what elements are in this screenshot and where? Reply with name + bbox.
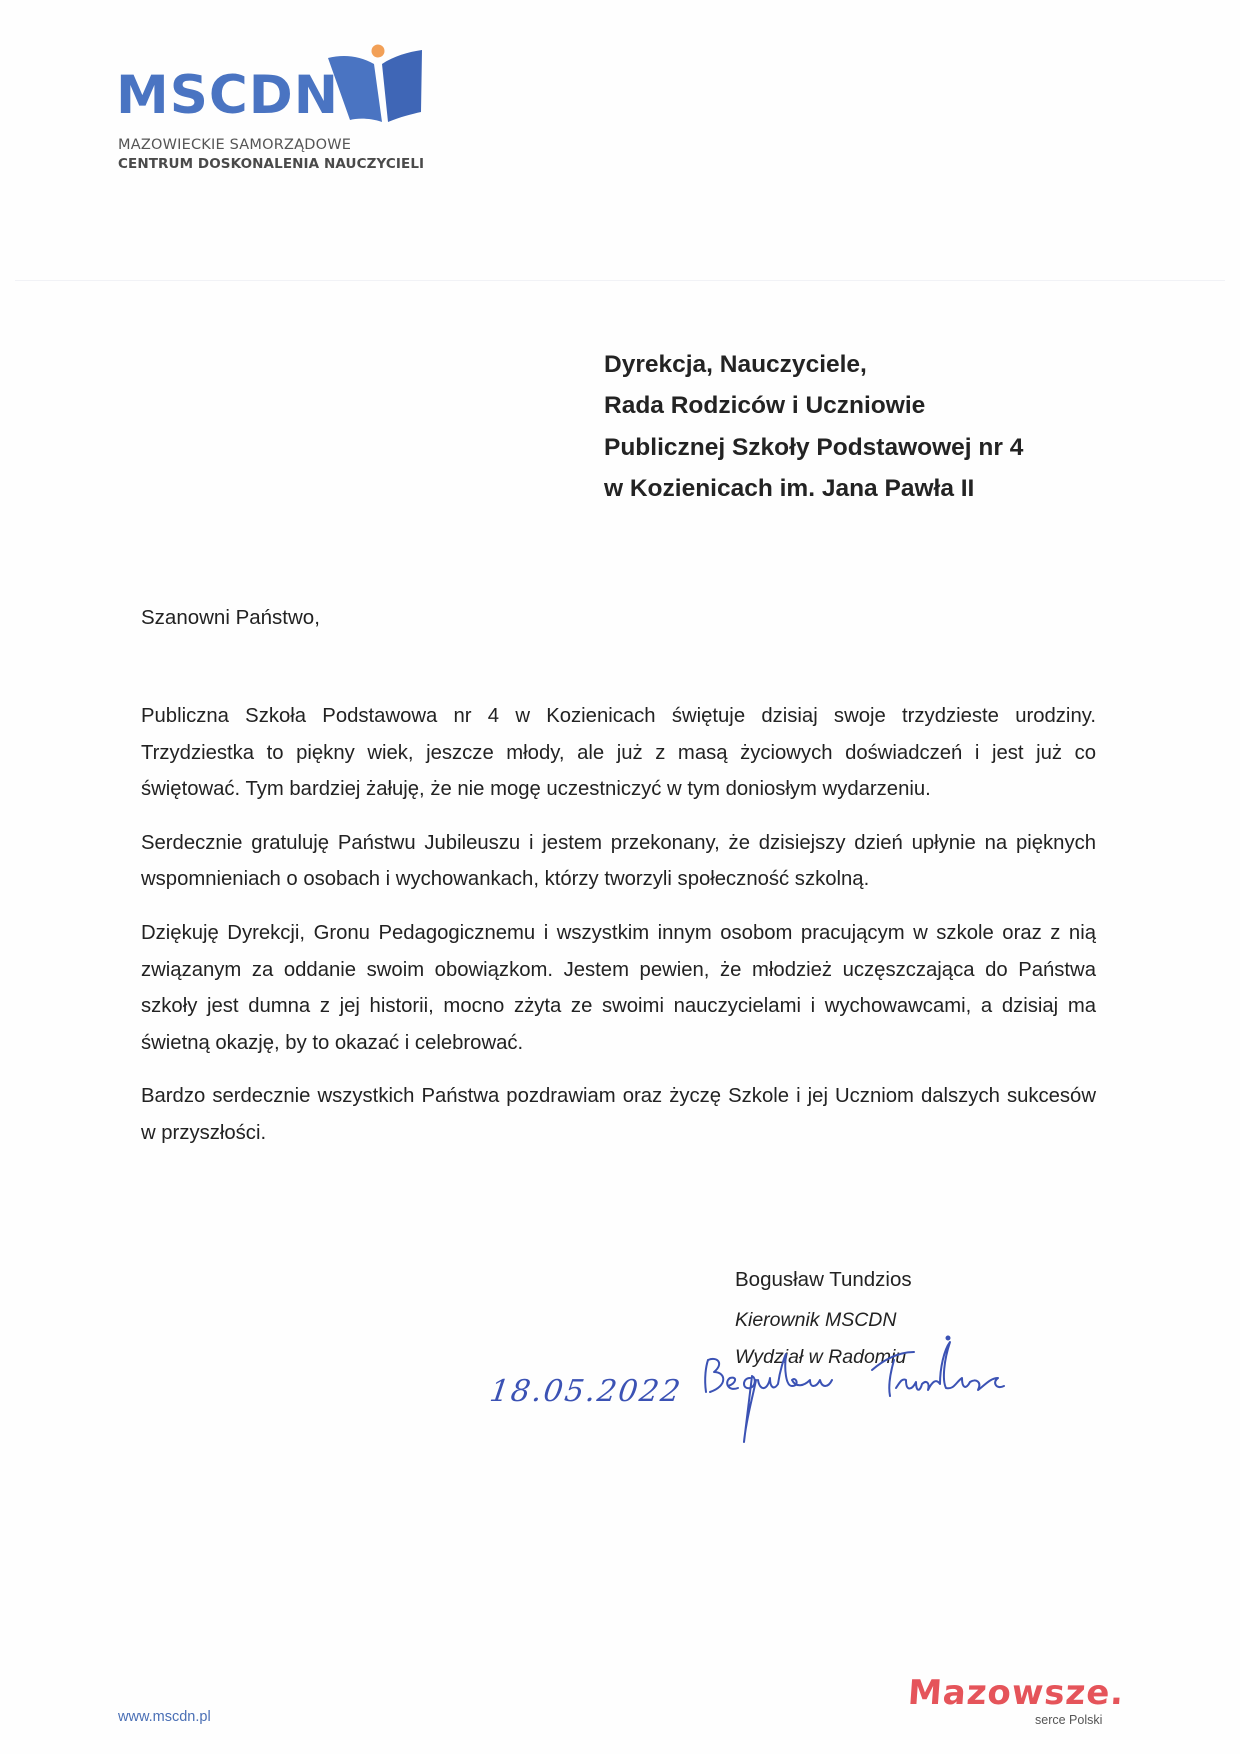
letter-body: [141, 698, 1096, 1169]
signatory-department: Wydział w Radomiu: [735, 1346, 907, 1368]
mazowsze-logo: Mazowsze.: [906, 1673, 1126, 1713]
website-link[interactable]: www.mscdn.pl: [118, 1709, 211, 1725]
open-book-icon: [326, 42, 424, 124]
logo-subtitle-line1: MAZOWIECKIE SAMORZĄDOWE: [118, 137, 352, 153]
recipient-line: Rada Rodziców i Uczniowie: [604, 392, 926, 420]
book-right-page: [382, 50, 422, 122]
paragraph: Dziękuję Dyrekcji, Gronu Pedagogicznemu i wszystkim innym osobom pracującym w szkole oraz z nią związanym za oddanie swoim obowiązkom. Jestem pewien, że młodzież uczęszczająca do Państwa szkoły jest dumna z jej historii, mocno zżyta ze swoimi nauczycielami i wychowawcami, a dzisiaj ma świetną okazję, by to okazać i celebrować.: [141, 921, 1096, 1054]
handwritten-date: 18.05.2022: [487, 1374, 685, 1409]
paragraph: Serdecznie gratuluję Państwu Jubileuszu i jestem przekonany, że dzisiejszy dzień upłynie na pięknych wspomnieniach o osobach i wychowankach, którzy tworzyli społeczność szkolną.: [141, 831, 1096, 891]
paragraph: Bardzo serdecznie wszystkich Państwa pozdrawiam oraz życzę Szkole i jej Uczniom dalszych sukcesów w przyszłości.: [141, 1085, 1096, 1144]
mscdn-logo-text: MSCDN: [116, 65, 340, 126]
handwritten-signature-icon: [700, 1330, 1020, 1450]
signatory-title: Kierownik MSCDN: [735, 1309, 897, 1331]
recipient-line: Dyrekcja, Nauczyciele,: [604, 351, 867, 378]
recipient-address: [604, 344, 1023, 509]
orange-dot: [372, 45, 385, 58]
logo-subtitle-line2: CENTRUM DOSKONALENIA NAUCZYCIELI: [118, 156, 425, 172]
recipient-line: w Kozienicach im. Jana Pawła II: [604, 474, 975, 502]
mazowsze-tagline: serce Polski: [1035, 1713, 1103, 1727]
book-left-page: [328, 56, 382, 122]
scan-fold-line: [15, 280, 1225, 281]
paragraph: Publiczna Szkoła Podstawowa nr 4 w Kozienicach świętuje dzisiaj swoje trzydzieste urodziny. Trzydziestka to piękny wiek, jeszcze młody, ale już z masą życiowych doświadczeń i jest już co świętować. Tym bardziej żałuję, że nie mogę uczestniczyć w tym doniosłym wydarzeniu.: [141, 705, 1096, 801]
signatory-name: Bogusław Tundzios: [735, 1268, 912, 1291]
recipient-line: Publicznej Szkoły Podstawowej nr 4: [604, 433, 1024, 461]
salutation: Szanowni Państwo,: [141, 606, 320, 629]
